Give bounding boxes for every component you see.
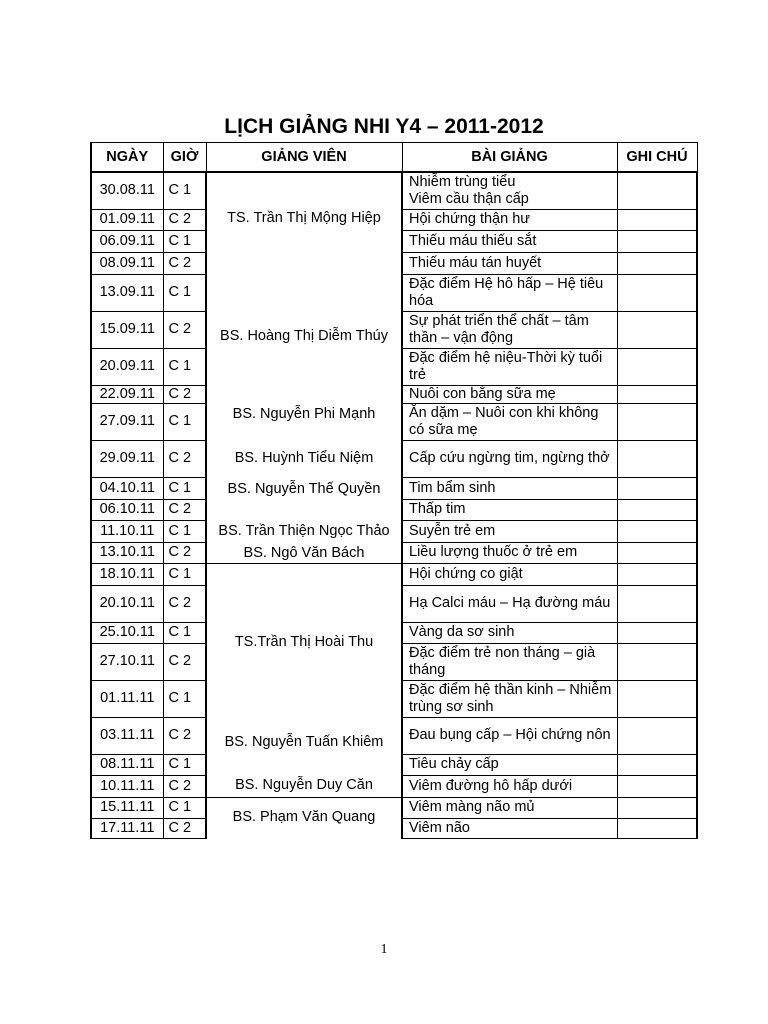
row-lecture: Đặc điểm trẻ non tháng – già tháng <box>402 643 617 680</box>
row-note <box>617 499 697 520</box>
lecturer-cell: BS. Nguyễn Tuấn Khiêm <box>224 733 384 750</box>
row-date: 08.09.11 <box>91 252 163 274</box>
row-note <box>617 403 697 440</box>
row-date: 25.10.11 <box>91 622 163 643</box>
row-date: 03.11.11 <box>91 717 163 754</box>
row-date: 11.10.11 <box>91 520 163 542</box>
row-date: 18.10.11 <box>91 563 163 585</box>
row-date: 27.10.11 <box>91 643 163 680</box>
row-time: C 2 <box>163 252 206 274</box>
lecturer-cell: TS.Trần Thị Hoài Thu <box>206 563 402 717</box>
row-note <box>617 818 697 838</box>
row-date: 08.11.11 <box>91 754 163 775</box>
table-row <box>91 499 697 520</box>
row-lecture: Cấp cứu ngừng tim, ngừng thở <box>402 440 617 477</box>
lecturer-cell: BS. Ngô Văn Bách <box>243 545 365 562</box>
lecturer-cell: BS. Hoàng Thị Diễm Thúy <box>220 328 388 344</box>
row-time: C 1 <box>163 520 206 542</box>
row-date: 13.10.11 <box>91 542 163 563</box>
row-time: C 1 <box>163 680 206 717</box>
row-lecture: Thiếu máu tán huyết <box>402 252 617 274</box>
header-date: NGÀY <box>91 143 163 173</box>
row-lecture: Hội chứng thận hư <box>402 209 617 230</box>
header-lecture: BÀI GIẢNG <box>402 143 617 173</box>
row-time: C 1 <box>163 403 206 440</box>
row-date: 27.09.11 <box>91 403 163 440</box>
row-note <box>617 680 697 717</box>
row-date: 30.08.11 <box>91 172 163 209</box>
lecturer-cell <box>206 499 402 520</box>
row-time: C 2 <box>163 585 206 622</box>
row-lecture: Vàng da sơ sinh <box>402 622 617 643</box>
row-time: C 2 <box>163 440 206 477</box>
table-row <box>91 717 697 754</box>
row-note <box>617 311 697 348</box>
schedule-sheet <box>90 142 698 839</box>
page-title: LỊCH GIẢNG NHI Y4 – 2011-2012 <box>224 115 544 138</box>
table-row <box>91 775 697 797</box>
lecturer-cell: BS. Phạm Văn Quang <box>206 797 402 838</box>
header-row <box>91 143 697 173</box>
row-time: C 1 <box>163 754 206 775</box>
row-note <box>617 717 697 754</box>
row-time: C 1 <box>163 563 206 585</box>
lecturer-cell: BS. Huỳnh Tiểu Niệm <box>234 450 374 466</box>
row-lecture: Đặc điểm hệ niệu-Thời kỳ tuổi trẻ <box>402 348 617 385</box>
row-date: 06.10.11 <box>91 499 163 520</box>
row-lecture: Đau bụng cấp – Hội chứng nôn <box>402 717 617 754</box>
row-date: 20.09.11 <box>91 348 163 385</box>
schedule-table <box>90 142 698 839</box>
row-date: 01.11.11 <box>91 680 163 717</box>
row-lecture: Nhiễm trùng tiểu Viêm cầu thận cấp <box>402 172 617 209</box>
row-note <box>617 643 697 680</box>
row-note <box>617 775 697 797</box>
row-date: 29.09.11 <box>91 440 163 477</box>
row-lecture: Hạ Calci máu – Hạ đường máu <box>402 585 617 622</box>
row-lecture: Đặc điểm hệ thần kinh – Nhiễm trùng sơ sinh <box>402 680 617 717</box>
row-note <box>617 274 697 311</box>
row-note <box>617 209 697 230</box>
row-date: 01.09.11 <box>91 209 163 230</box>
row-time: C 1 <box>163 348 206 385</box>
row-lecture: Hội chứng co giật <box>402 563 617 585</box>
header-lecturer: GIẢNG VIÊN <box>206 143 402 173</box>
row-note <box>617 252 697 274</box>
row-time: C 2 <box>163 717 206 754</box>
row-date: 04.10.11 <box>91 477 163 499</box>
row-time: C 2 <box>163 499 206 520</box>
table-row <box>91 274 697 311</box>
row-date: 15.09.11 <box>91 311 163 348</box>
table-row <box>91 440 697 477</box>
row-time: C 1 <box>163 477 206 499</box>
row-note <box>617 563 697 585</box>
row-lecture: Thiếu máu thiếu sắt <box>402 230 617 252</box>
row-lecture: Viêm đường hô hấp dưới <box>402 775 617 797</box>
row-lecture: Liều lượng thuốc ở trẻ em <box>402 542 617 563</box>
row-lecture: Tim bẩm sinh <box>402 477 617 499</box>
lecturer-cell: BS. Nguyễn Thế Quyền <box>227 481 381 497</box>
row-time: C 1 <box>163 172 206 209</box>
row-note <box>617 230 697 252</box>
row-note <box>617 172 697 209</box>
row-note <box>617 754 697 775</box>
row-date: 13.09.11 <box>91 274 163 311</box>
row-time: C 1 <box>163 274 206 311</box>
row-time: C 2 <box>163 311 206 348</box>
row-date: 06.09.11 <box>91 230 163 252</box>
row-date: 20.10.11 <box>91 585 163 622</box>
row-date: 22.09.11 <box>91 385 163 403</box>
row-note <box>617 622 697 643</box>
row-note <box>617 385 697 403</box>
row-lecture: Nuôi con bằng sữa mẹ <box>402 385 617 403</box>
row-lecture: Đặc điểm Hệ hô hấp – Hệ tiêu hóa <box>402 274 617 311</box>
row-time: C 2 <box>163 818 206 838</box>
row-time: C 2 <box>163 775 206 797</box>
row-time: C 2 <box>163 643 206 680</box>
row-lecture: Tiêu chảy cấp <box>402 754 617 775</box>
table-row <box>91 172 697 209</box>
row-note <box>617 797 697 818</box>
lecturer-cell: TS. Trần Thị Mộng Hiệp <box>227 209 381 226</box>
row-lecture: Viêm não <box>402 818 617 838</box>
row-time: C 1 <box>163 622 206 643</box>
row-date: 15.11.11 <box>91 797 163 818</box>
row-lecture: Viêm màng não mủ <box>402 797 617 818</box>
row-note <box>617 542 697 563</box>
row-lecture: Thấp tim <box>402 499 617 520</box>
schedule-body <box>91 172 697 838</box>
table-row <box>91 563 697 585</box>
table-row <box>91 385 697 403</box>
row-lecture: Sự phát triển thể chất – tâm thần – vận động <box>402 311 617 348</box>
row-time: C 1 <box>163 797 206 818</box>
row-time: C 2 <box>163 385 206 403</box>
row-date: 17.11.11 <box>91 818 163 838</box>
row-date: 10.11.11 <box>91 775 163 797</box>
row-note <box>617 585 697 622</box>
row-time: C 2 <box>163 209 206 230</box>
row-lecture: Suyễn trẻ em <box>402 520 617 542</box>
row-time: C 1 <box>163 230 206 252</box>
header-note: GHI CHÚ <box>617 143 697 173</box>
row-note <box>617 520 697 542</box>
table-row <box>91 542 697 563</box>
row-note <box>617 440 697 477</box>
row-note <box>617 477 697 499</box>
row-lecture: Ăn dặm – Nuôi con khi không có sữa mẹ <box>402 403 617 440</box>
header-time: GIỜ <box>163 143 206 173</box>
table-row <box>91 520 697 542</box>
lecturer-cell: BS. Trần Thiện Ngọc Thảo <box>218 522 390 539</box>
page-number: 1 <box>380 942 388 957</box>
lecturer-cell: BS. Nguyễn Phi Mạnh <box>232 405 376 422</box>
row-time: C 2 <box>163 542 206 563</box>
row-note <box>617 348 697 385</box>
lecturer-cell: BS. Nguyễn Duy Căn <box>235 777 373 794</box>
table-row <box>91 797 697 818</box>
table-row <box>91 477 697 499</box>
